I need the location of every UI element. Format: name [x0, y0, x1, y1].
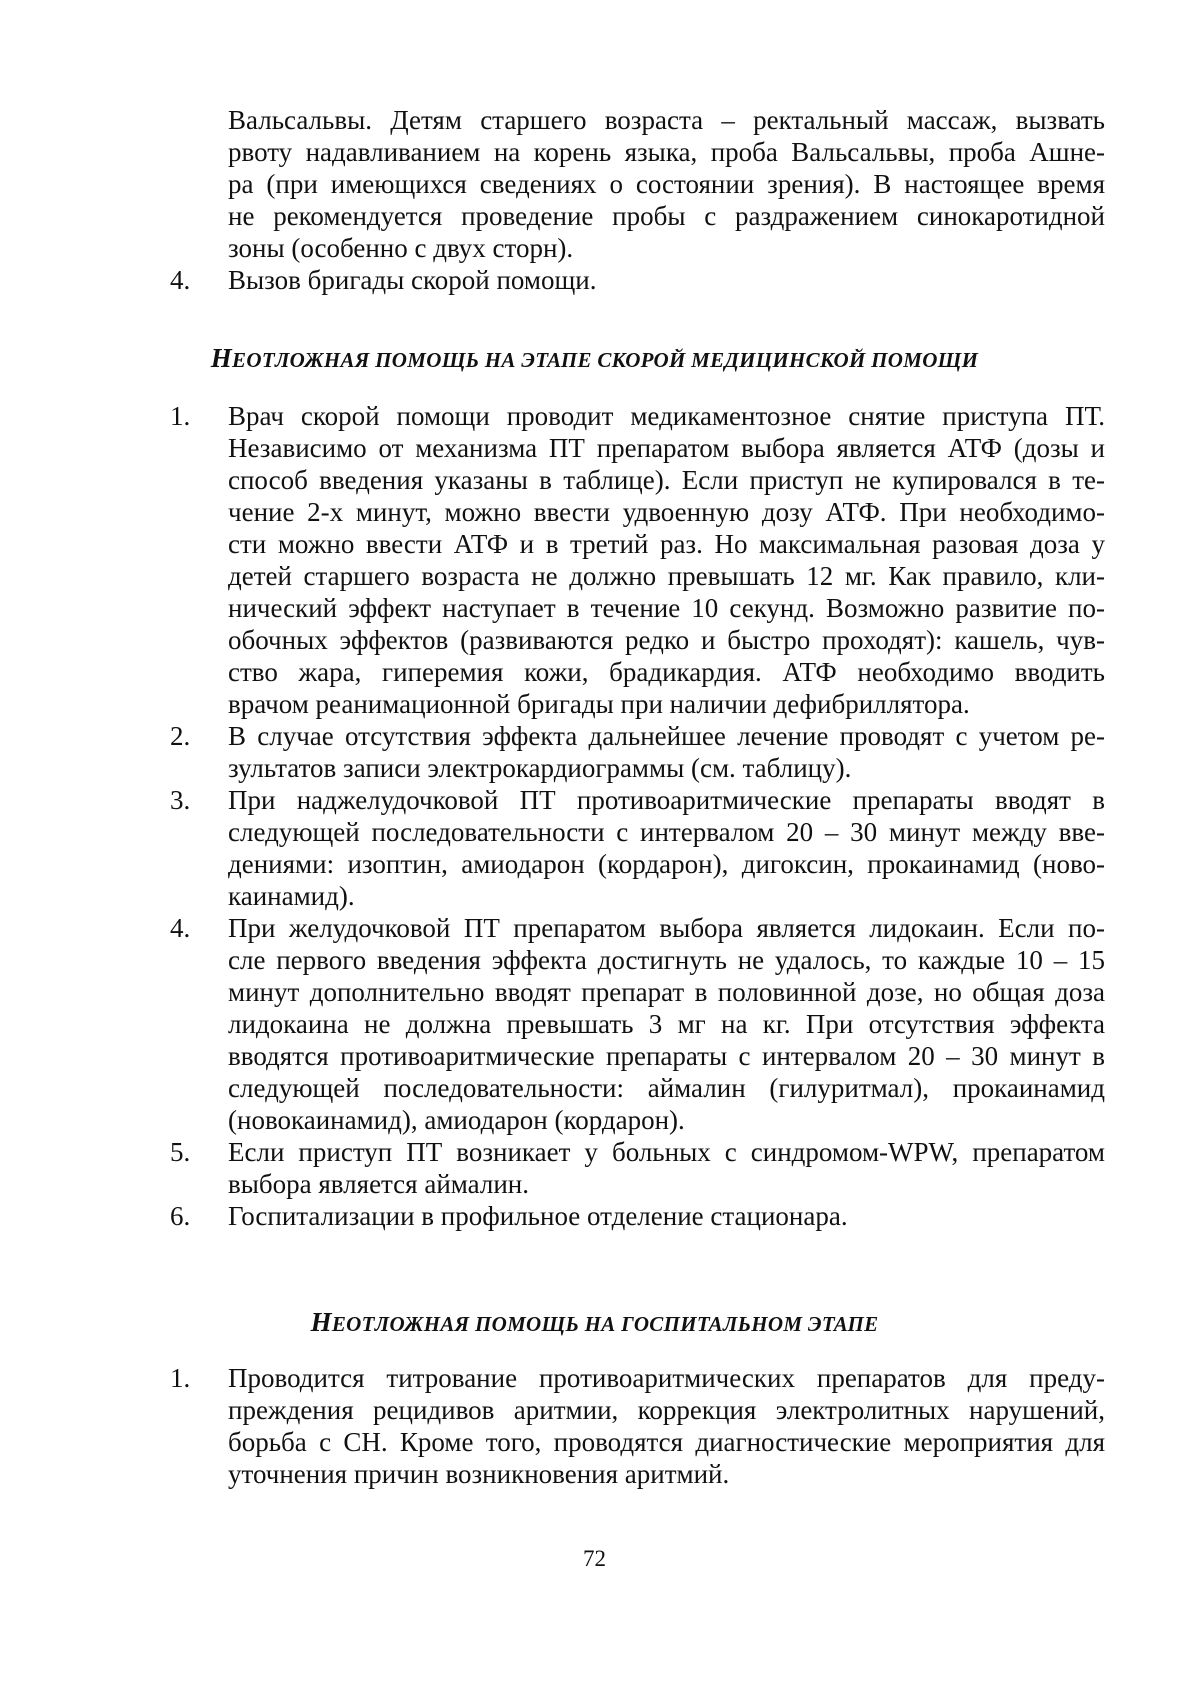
- intro-continuation: [170, 104, 1105, 296]
- heading-text: ЕОТЛОЖНАЯ ПОМОЩЬ НА ГОСПИТАЛЬНОМ ЭТАПЕ: [331, 1312, 879, 1336]
- list-item-number: 4.: [170, 913, 191, 943]
- heading-text: ЕОТЛОЖНАЯ ПОМОЩЬ НА ЭТАПЕ СКОРОЙ МЕДИЦИНСКОЙ ПОМОЩИ: [232, 348, 979, 372]
- text-line: каинамид).: [228, 881, 355, 911]
- text-line: зоны (особенно с двух сторн).: [228, 233, 574, 263]
- list-item: [170, 264, 1105, 296]
- heading-capital: Н: [210, 343, 233, 373]
- list-item-number: 1.: [170, 1363, 191, 1393]
- list-item: [170, 1136, 1105, 1200]
- text-line: детей старшего возраста не должно превышать 12 мг. Как правило, кли-: [228, 561, 1105, 591]
- list-item-number: 2.: [170, 721, 191, 751]
- list-item-number: 6.: [170, 1201, 191, 1231]
- text-line: уточнения причин возникновения аритмий.: [228, 1459, 730, 1489]
- list-item: [170, 1200, 1105, 1232]
- text-line: нический эффект наступает в течение 10 секунд. Возможно развитие по-: [228, 593, 1105, 623]
- text-line: Независимо от механизма ПТ препаратом выбора является АТФ (дозы и: [228, 433, 1105, 463]
- page-number: 72: [583, 1546, 606, 1571]
- text-line: Проводится титрование противоаритмических препаратов для преду-: [228, 1363, 1105, 1393]
- text-line: сти можно ввести АТФ и в третий раз. Но максимальная разовая доза у: [228, 529, 1105, 559]
- text-line: Врач скорой помощи проводит медикаментозное снятие приступа ПТ.: [228, 401, 1105, 431]
- list-item: [170, 1362, 1105, 1490]
- list-item: [170, 912, 1105, 1136]
- list-item-number: 1.: [170, 401, 191, 431]
- text-line: не рекомендуется проведение пробы с раздражением синокаротидной: [228, 201, 1105, 231]
- section-heading-ambulance: [0, 343, 1189, 374]
- text-line: минут дополнительно вводят препарат в половинной дозе, но общая доза: [228, 977, 1105, 1007]
- text-line: лидокаина не должна превышать 3 мг на кг. При отсутствия эффекта: [228, 1009, 1105, 1039]
- text-line: рвоту надавливанием на корень языка, проба Вальсальвы, проба Ашне-: [228, 137, 1105, 167]
- text-line: В случае отсутствия эффекта дальнейшее лечение проводят с учетом ре-: [228, 721, 1105, 751]
- text-line: Вальсальвы. Детям старшего возраста – ректальный массаж, вызвать: [228, 105, 1105, 135]
- text-line: ра (при имеющихся сведениях о состоянии зрения). В настоящее время: [228, 169, 1105, 199]
- text-line: вводятся противоаритмические препараты с интервалом 20 – 30 минут в: [228, 1041, 1105, 1071]
- text-line: обочных эффектов (развиваются редко и быстро проходят): кашель, чув-: [228, 625, 1105, 655]
- text-line: ство жара, гиперемия кожи, брадикардия. АТФ необходимо вводить: [228, 657, 1105, 687]
- section2-list: [170, 1362, 1105, 1490]
- text-line: следующей последовательности: аймалин (гилуритмал), прокаинамид: [228, 1073, 1105, 1103]
- text-line: зультатов записи электрокардиограммы (см. таблицу).: [228, 753, 852, 783]
- list-item: [170, 784, 1105, 912]
- text-line: борьба с СН. Кроме того, проводятся диагностические мероприятия для: [228, 1427, 1105, 1457]
- text-line: дениями: изоптин, амиодарон (кордарон), дигоксин, прокаинамид (ново-: [228, 849, 1105, 879]
- text-line: выбора является аймалин.: [228, 1169, 530, 1199]
- intro-paragraph: [170, 104, 1105, 264]
- text-line: способ введения указаны в таблице). Если приступ не купировался в те-: [228, 465, 1105, 495]
- text-line: Госпитализации в профильное отделение стационара.: [228, 1201, 848, 1231]
- text-line: преждения рецидивов аритмии, коррекция электролитных нарушений,: [228, 1395, 1105, 1425]
- section1-list: [170, 400, 1105, 1232]
- section-heading-hospital: [0, 1307, 1189, 1338]
- text-line: чение 2-х минут, можно ввести удвоенную дозу АТФ. При необходимо-: [228, 497, 1105, 527]
- list-item-number: 3.: [170, 785, 191, 815]
- text-line: врачом реанимационной бригады при наличии дефибриллятора.: [228, 689, 970, 719]
- text-line: (новокаинамид), амиодарон (кордарон).: [228, 1105, 685, 1135]
- list-item: [170, 400, 1105, 720]
- text-line: При наджелудочковой ПТ противоаритмические препараты вводят в: [228, 785, 1105, 815]
- heading-capital: Н: [310, 1307, 332, 1337]
- list-item: [170, 720, 1105, 784]
- list-item-number: 4.: [170, 265, 191, 295]
- text-line: следующей последовательности с интервалом 20 – 30 минут между вве-: [228, 817, 1105, 847]
- text-line: Вызов бригады скорой помощи.: [228, 265, 597, 295]
- text-line: сле первого введения эффекта достигнуть не удалось, то каждые 10 – 15: [228, 945, 1105, 975]
- list-item-number: 5.: [170, 1137, 191, 1167]
- text-line: При желудочковой ПТ препаратом выбора является лидокаин. Если по-: [228, 913, 1105, 943]
- text-line: Если приступ ПТ возникает у больных с синдромом-WPW, препаратом: [228, 1137, 1105, 1167]
